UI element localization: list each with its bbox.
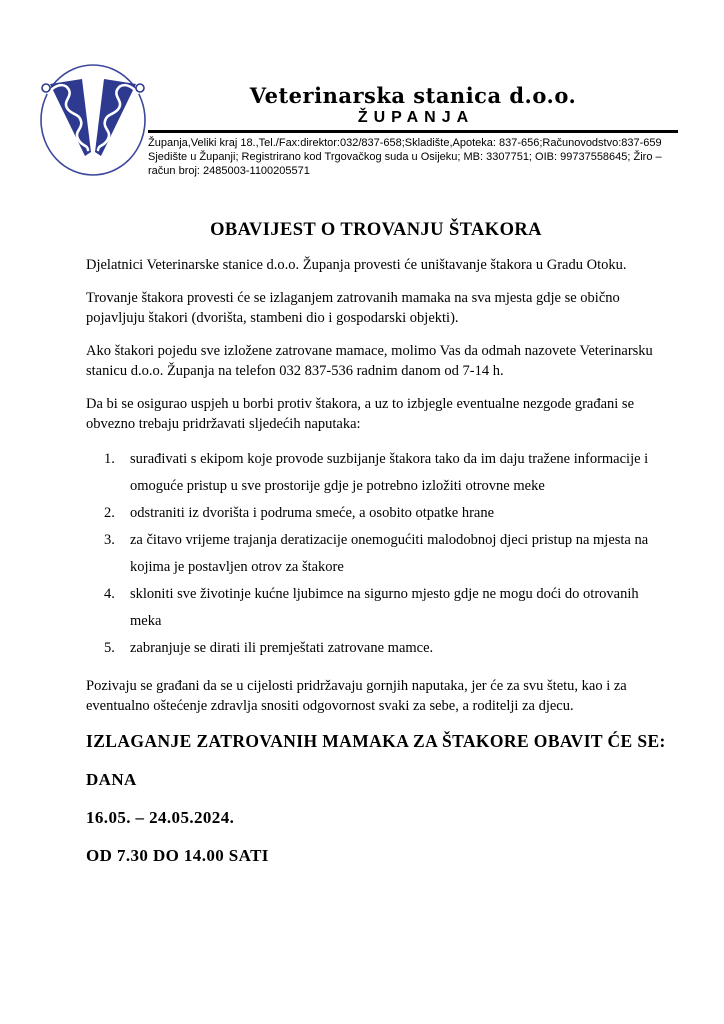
list-item [86,527,666,581]
veterinary-logo [38,62,148,178]
paragraph-instructions-lead [86,394,666,434]
list-item-line: omoguće pristup u sve prostorije gdje je potrebno izložiti otrovne meke [130,478,545,494]
document-title: OBAVIJEST O TROVANJU ŠTAKORA [210,220,542,240]
letterhead-divider [148,130,678,133]
list-item-text [130,635,666,662]
list-item-number: 5. [104,640,115,656]
list-item-line: zabranjuje se dirati ili premještati zatrovane mamce. [130,640,434,656]
company-city: ŽUPANJA [357,109,475,126]
letterhead-text-block [148,62,678,178]
company-address-block [148,136,678,178]
paragraph-line: Pozivaju se građani da se u cijelosti pridržavaju gornjih naputaka, jer će za svu štetu, kao i za [86,678,627,694]
company-name: Veterinarska stanica d.o.o. [249,83,577,108]
date-range: 16.05. – 24.05.2024. [86,808,235,827]
letterhead [0,0,724,178]
document-body [86,218,666,866]
paragraph-contact [86,341,666,381]
paragraph-line: stanicu d.o.o. Županja na telefon 032 837-536 radnim danom od 7-14 h. [86,363,504,379]
paragraph-intro [86,255,666,275]
paragraph-method [86,288,666,328]
v-serpents-icon [38,62,148,178]
list-item-number: 4. [104,586,115,602]
instructions-list [86,446,666,662]
paragraph-line: obvezno trebaju pridržavati sljedećih naputaka: [86,416,361,432]
list-item-text [130,500,666,527]
list-item-line: skloniti sve životinje kućne ljubimce na sigurno mjesto gdje ne mogu doći do otrovanih [130,586,639,602]
address-line: račun broj: 2485003-1100205571 [148,165,310,177]
list-item-line: za čitavo vrijeme trajanja deratizacije onemogućiti malodobnoj djeci pristup na mjesta na [130,532,649,548]
list-item-line: surađivati s ekipom koje provode suzbijanje štakora tako da im daju tražene informacije i [130,451,649,467]
date-label: DANA [86,770,137,789]
list-item-number: 3. [104,532,115,548]
list-item-text [130,446,666,500]
list-item-number: 2. [104,505,115,521]
list-item-line: meka [130,613,162,629]
time-range: OD 7.30 DO 14.00 SATI [86,846,269,865]
paragraph-line: Ako štakori pojedu sve izložene zatrovane mamace, molimo Vas da odmah nazovete Veterinarsku [86,343,653,359]
list-item-line: kojima je postavljen otrov za štakore [130,559,344,575]
address-line: Županja,Veliki kraj 18.,Tel./Fax:direktor:032/837-658;Skladište,Apoteka: 837-656;Računovodstvo:837-659 [148,137,662,149]
paragraph-closing [86,676,666,716]
list-item-line: odstraniti iz dvorišta i podruma smeće, a osobito otpatke hrane [130,505,495,521]
paragraph-line: Djelatnici Veterinarske stanice d.o.o. Županja provesti će uništavanje štakora u Gradu Otoku. [86,257,627,273]
list-item [86,500,666,527]
paragraph-line: eventualno oštećenje zdravlja snositi odgovornost svaki za sebe, a roditelji za djecu. [86,698,574,714]
announcement-heading: IZLAGANJE ZATROVANIH MAMAKA ZA ŠTAKORE OBAVIT ĆE SE: [86,731,666,751]
list-item [86,446,666,500]
list-item-text [130,581,666,635]
list-item-number: 1. [104,451,115,467]
address-line: Sjedište u Županji; Registrirano kod Trgovačkog suda u Osijeku; MB: 3307751; OIB: 99737558645; Žiro – [148,151,662,163]
paragraph-line: pojavljuju štakori (dvorišta, stambeni dio i gospodarski objekti). [86,310,459,326]
paragraph-line: Trovanje štakora provesti će se izlaganjem zatrovanih mamaka na sva mjesta gdje se obično [86,290,620,306]
list-item [86,635,666,662]
paragraph-line: Da bi se osigurao uspjeh u borbi protiv štakora, a uz to izbjegle eventualne nezgode građani se [86,396,635,412]
list-item [86,581,666,635]
list-item-text [130,527,666,581]
